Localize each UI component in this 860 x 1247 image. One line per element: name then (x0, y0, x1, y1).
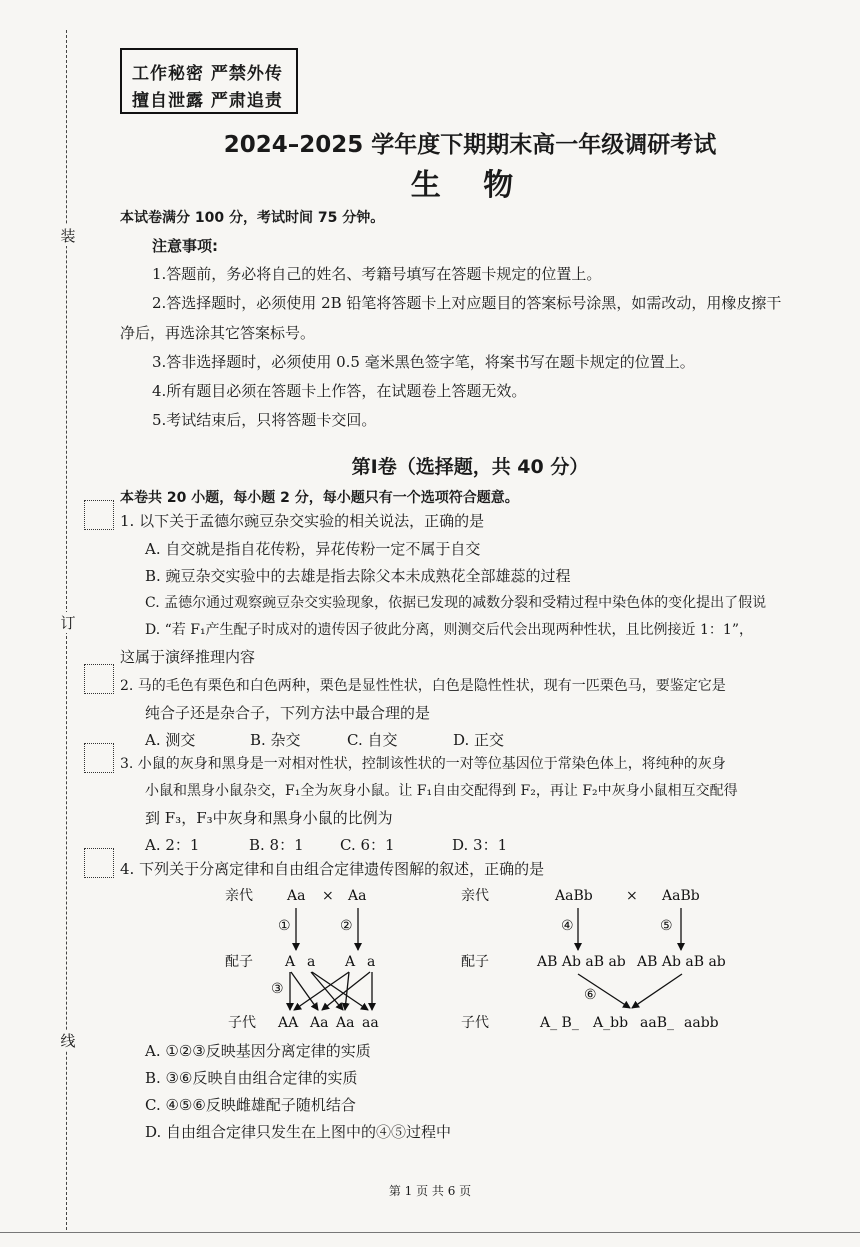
q2-option-c: C. 自交 (347, 731, 398, 749)
right-offspring-3: aaB_ (640, 1015, 674, 1031)
q3-stem-cont-2: 到 F₃，F₃中灰身和黑身小鼠的比例为 (145, 809, 393, 827)
left-gamete-A-2: A (345, 954, 356, 970)
left-offspring-4: aa (362, 1015, 379, 1031)
q1-option-c: C. 孟德尔通过观察豌豆杂交实验现象，依据已发现的减数分裂和受精过程中染色体的变化提出了假说 (145, 595, 767, 611)
process-3: ③ (271, 981, 284, 997)
left-gamete-a-2: a (367, 954, 376, 970)
q2-option-d: D. 正交 (453, 731, 505, 749)
note-item-4: 4.所有题目必须在答题卡上作答，在试题卷上答题无效。 (152, 382, 527, 400)
section-title: 第Ⅰ卷（选择题，共 40 分） (351, 456, 589, 478)
exam-intro: 本试卷满分 100 分，考试时间 75 分钟。 (120, 210, 385, 226)
q3-option-d: D. 3：1 (452, 836, 508, 854)
left-offspring-2: Aa (310, 1015, 329, 1031)
q1-stem: 1. 以下关于孟德尔豌豆杂交实验的相关说法，正确的是 (120, 512, 485, 530)
q3-option-b: B. 8：1 (249, 836, 304, 854)
arrow-a-Aa (311, 972, 343, 1010)
q2-option-b: B. 杂交 (250, 731, 301, 749)
arrow-A-Aa (291, 972, 318, 1010)
page-footer: 第 1 页 共 6 页 (388, 1184, 472, 1198)
left-gamete-a-1: a (307, 954, 316, 970)
note-item-5: 5.考试结束后，只将答题卡交回。 (152, 411, 377, 429)
right-parent-1: AaBb (555, 888, 593, 904)
right-gametes-2: AB Ab aB ab (637, 954, 726, 970)
q4-option-c: C. ④⑤⑥反映雌雄配子随机结合 (145, 1096, 356, 1114)
note-item-2: 2.答选择题时，必须使用 2B 铅笔将答题卡上对应题目的答案标号涂黑，如需改动，用橡皮擦干 (152, 294, 782, 312)
process-4: ④ (561, 918, 574, 934)
q4-option-d: D. 自由组合定律只发生在上图中的④⑤过程中 (145, 1123, 452, 1141)
notes-heading: 注意事项: (152, 237, 218, 255)
q1-option-b: B. 豌豆杂交实验中的去雄是指去除父本未成熟花全部雄蕊的过程 (145, 567, 571, 585)
label-parent-left: 亲代 (225, 888, 253, 904)
right-offspring-1: A_ B_ (540, 1015, 579, 1031)
left-parent-1: Aa (287, 888, 306, 904)
binding-mark-zhuang: 装 (58, 225, 78, 246)
confidential-line-2: 擅自泄露 严肃追责 (132, 91, 283, 111)
process-5: ⑤ (660, 918, 673, 934)
q4-stem: 4. 下列关于分离定律和自由组合定律遗传图解的叙述，正确的是 (120, 860, 545, 878)
label-parent-right: 亲代 (461, 888, 489, 904)
q3-stem: 3. 小鼠的灰身和黑身是一对相对性状，控制该性状的一对等位基因位于常染色体上，将纯种的灰身 (120, 756, 726, 772)
q3-stem-cont-1: 小鼠和黑身小鼠杂交，F₁全为灰身小鼠。让 F₁自由交配得到 F₂，再让 F₂中灰身小鼠相互交配得 (145, 783, 738, 799)
right-gametes-1: AB Ab aB ab (537, 954, 626, 970)
note-item-3: 3.答非选择题时，必须使用 0.5 毫米黑色签字笔，将案书写在题卡规定的位置上。 (152, 353, 695, 371)
arrow-6-right (632, 974, 682, 1008)
process-1: ① (278, 918, 291, 934)
exam-title: 2024–2025 学年度下期期末高一年级调研考试 (223, 132, 717, 158)
left-gamete-A-1: A (285, 954, 296, 970)
q2-option-a: A. 测交 (145, 731, 196, 749)
right-parent-2: AaBb (662, 888, 700, 904)
q4-option-b: B. ③⑥反映自由组合定律的实质 (145, 1069, 358, 1087)
label-offspring-left: 子代 (228, 1015, 256, 1031)
label-gamete-left: 配子 (225, 954, 253, 970)
left-cross: × (322, 888, 334, 904)
confidential-line-1: 工作秘密 严禁外传 (132, 64, 283, 84)
bottom-rule (0, 1232, 860, 1233)
left-parent-2: Aa (348, 888, 367, 904)
right-cross: × (626, 888, 638, 904)
q3-option-c: C. 6：1 (340, 836, 395, 854)
q3-option-a: A. 2：1 (145, 836, 200, 854)
left-offspring-3: Aa (336, 1015, 355, 1031)
q1-option-d-cont: 这属于演绎推理内容 (120, 648, 256, 666)
right-offspring-2: A_bb (593, 1015, 629, 1031)
binding-mark-ding: 订 (58, 612, 78, 633)
left-offspring-1: AA (278, 1015, 299, 1031)
q1-option-a: A. 自交就是指自花传粉，异花传粉一定不属于自交 (145, 540, 481, 558)
process-2: ② (340, 918, 353, 934)
q2-stem: 2. 马的毛色有栗色和白色两种，栗色是显性性状，白色是隐性性状，现有一匹栗色马，要鉴定它是 (120, 678, 726, 694)
note-item-1: 1.答题前，务必将自己的姓名、考籍号填写在答题卡规定的位置上。 (152, 265, 602, 283)
note-item-2-cont: 净后，再选涂其它答案标号。 (120, 324, 316, 342)
binding-mark-xian: 线 (58, 1030, 78, 1051)
label-offspring-right: 子代 (461, 1015, 489, 1031)
q4-option-a: A. ①②③反映基因分离定律的实质 (145, 1042, 371, 1060)
right-offspring-4: aabb (684, 1015, 719, 1031)
section-intro: 本卷共 20 小题，每小题 2 分，每小题只有一个选项符合题意。 (120, 490, 519, 506)
label-gamete-right: 配子 (461, 954, 489, 970)
process-6: ⑥ (584, 987, 597, 1003)
subject-title: 生 物 (410, 168, 530, 203)
q2-stem-cont: 纯合子还是杂合子，下列方法中最合理的是 (145, 704, 431, 722)
q1-option-d: D. “若 F₁产生配子时成对的遗传因子彼此分离，则测交后代会出现两种性状，且比例接近 1：1”， (145, 622, 753, 638)
